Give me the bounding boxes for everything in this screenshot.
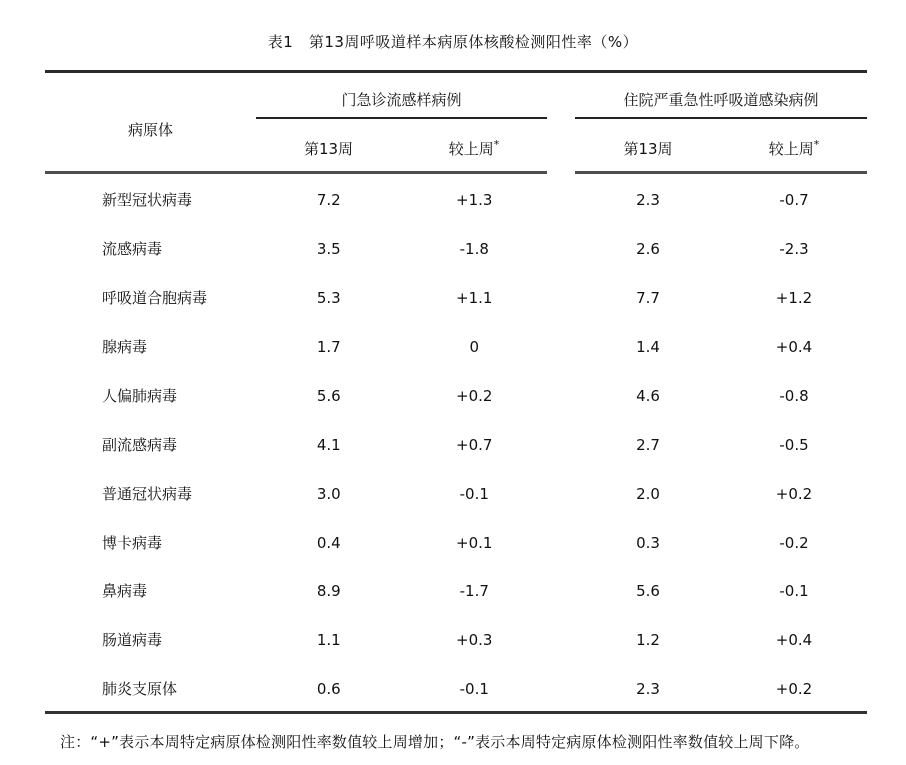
subheader-asterisk: * [493,137,500,151]
cell-value: -0.1 [459,484,489,503]
cell-value: +0.2 [456,386,493,405]
pathogen-name: 人偏肺病毒 [102,387,178,405]
cell-value: 7.2 [316,190,341,209]
subheader-label: 较上周 [448,139,494,158]
cell-value: 3.0 [316,484,341,503]
subheader-label: 第13周 [623,139,673,158]
cell-value: 0 [469,337,480,356]
cell-value: +1.3 [456,190,493,209]
table-title: 表1 第13周呼吸道样本病原体核酸检测阳性率（%） [267,33,639,51]
footnote: 注：“+”表示本周特定病原体检测阳性率数值较上周增加；“-”表示本周特定病原体检测阳性率数值较上周下降。 [60,733,810,751]
cell-value: -2.3 [779,239,809,258]
table-row [45,273,867,322]
cell-value: +0.3 [456,630,493,649]
cell-value: -0.5 [779,435,809,454]
pathogen-name: 呼吸道合胞病毒 [102,289,208,307]
table-row [45,175,867,224]
header-bottom-rule-left [45,171,547,174]
cell-value: 8.9 [316,581,341,600]
cell-value: 1.1 [316,630,341,649]
cell-value: -0.1 [779,581,809,600]
cell-value: 1.7 [316,337,341,356]
header-group-hospitalized: 住院严重急性呼吸道感染病例 [623,90,819,109]
group2-underline [575,117,867,119]
cell-value: -0.1 [459,679,489,698]
cell-value: 1.2 [636,630,660,649]
cell-value: 0.3 [636,533,660,552]
cell-value: +1.1 [456,288,493,307]
cell-value: +0.2 [775,679,813,698]
cell-value: +0.4 [775,630,813,649]
pathogen-name: 新型冠状病毒 [102,191,193,209]
cell-value: +0.1 [456,533,493,552]
cell-value: -0.2 [779,533,809,552]
table-row [45,224,867,273]
cell-value: 5.6 [316,386,341,405]
subheader-week13-hospitalized [575,137,721,159]
subheader-vs-lastweek-outpatient [401,137,547,159]
header-pathogen: 病原体 [127,120,173,139]
cell-value: 2.3 [636,679,660,698]
subheader-label: 第13周 [303,139,354,158]
group1-underline [256,117,547,119]
header-bottom-rule-right [575,171,867,174]
cell-value: 3.5 [316,239,341,258]
table-row [45,420,867,469]
table-row [45,371,867,420]
cell-value: 5.3 [316,288,341,307]
cell-value: 0.6 [316,679,341,698]
pathogen-name: 流感病毒 [102,240,163,258]
subheader-week13-outpatient [256,137,401,159]
cell-value: 2.3 [636,190,660,209]
pathogen-name: 博卡病毒 [102,534,163,552]
subheader-asterisk: * [813,137,820,151]
subheader-vs-lastweek-hospitalized [721,137,867,159]
cell-value: 1.4 [636,337,660,356]
cell-value: 7.7 [636,288,660,307]
cell-value: 4.1 [316,435,341,454]
table-row [45,664,867,713]
cell-value: 2.6 [636,239,660,258]
cell-value: 2.7 [636,435,660,454]
bottom-rule [45,711,867,714]
pathogen-name: 鼻病毒 [102,582,148,600]
pathogen-name: 肠道病毒 [102,631,163,649]
pathogen-name: 肺炎支原体 [102,680,178,698]
header-group-outpatient: 门急诊流感样病例 [341,90,462,109]
pathogen-name: 普通冠状病毒 [102,485,193,503]
pathogen-name: 腺病毒 [102,338,148,356]
cell-value: 2.0 [636,484,660,503]
pathogen-name: 副流感病毒 [102,436,178,454]
cell-value: 0.4 [316,533,341,552]
table-row [45,615,867,664]
table-row [45,566,867,615]
cell-value: +0.4 [775,337,813,356]
cell-value: -1.7 [459,581,489,600]
subheader-label: 较上周 [768,139,814,158]
cell-value: +0.7 [456,435,493,454]
cell-value: -0.7 [779,190,809,209]
cell-value: +1.2 [775,288,813,307]
table-row [45,322,867,371]
cell-value: 5.6 [636,581,660,600]
table-row [45,518,867,567]
top-rule [45,70,867,73]
cell-value: -1.8 [459,239,489,258]
cell-value: -0.8 [779,386,809,405]
cell-value: +0.2 [775,484,813,503]
cell-value: 4.6 [636,386,660,405]
table-row [45,469,867,518]
